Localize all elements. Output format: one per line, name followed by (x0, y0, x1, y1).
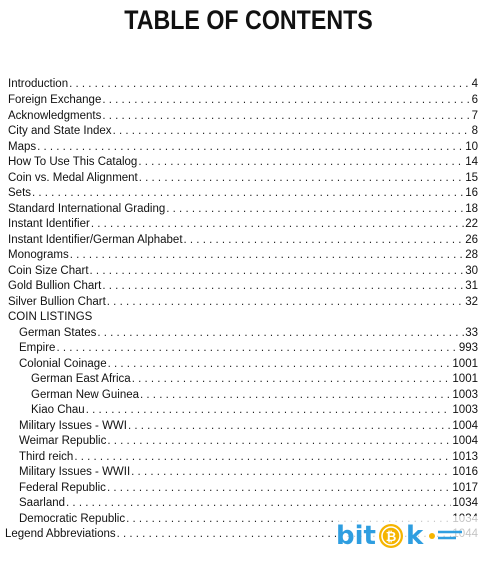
entry-page: 993 (458, 342, 478, 354)
dot-leader (107, 481, 451, 496)
entry-label: Federal Republic (19, 482, 106, 494)
toc-entry (8, 248, 478, 263)
entry-label: City and State Index (8, 125, 112, 137)
toc-entry (19, 419, 478, 434)
dot-leader (108, 357, 452, 372)
entry-label: Maps (8, 141, 37, 153)
dot-leader (166, 202, 464, 217)
toc-entry (19, 496, 478, 511)
entry-page: 32 (465, 296, 478, 308)
entry-label: Instant Identifier (8, 218, 90, 230)
coin-listings-heading: COIN LISTINGS (8, 311, 93, 323)
entry-page: 16 (465, 187, 478, 199)
dot-leader (132, 372, 452, 387)
entry-label: Coin vs. Medal Alignment (8, 172, 138, 184)
entry-page: 1004 (452, 420, 478, 432)
toc-entry (19, 326, 478, 341)
entry-page: 7 (471, 110, 478, 122)
toc-entry (8, 217, 478, 232)
entry-label: Legend Abbreviations (5, 528, 116, 540)
toc-entry (8, 186, 478, 201)
toc-entry (8, 155, 478, 170)
entry-label: German New Guinea (31, 389, 140, 401)
watermark-text-right: k (405, 521, 424, 551)
entry-page: 30 (465, 265, 478, 277)
dot-leader (70, 248, 464, 263)
dot-leader (102, 109, 470, 124)
entry-page: 1004 (452, 435, 478, 447)
dot-leader (107, 295, 464, 310)
toc-entry (19, 434, 478, 449)
entry-page: 1013 (452, 451, 478, 463)
dot-leader (69, 77, 470, 92)
toc-entry (8, 140, 478, 155)
toc-entry (19, 450, 478, 465)
entry-page: 14 (465, 156, 478, 168)
toc-entry (8, 171, 478, 186)
entry-label: Sets (8, 187, 32, 199)
dot-leader (139, 171, 464, 186)
entry-page: 6 (471, 94, 478, 106)
entry-page: 1003 (452, 404, 478, 416)
entry-label: Standard International Grading (8, 203, 166, 215)
dot-leader (56, 341, 457, 356)
dot-leader (74, 450, 451, 465)
entry-label: Monograms (8, 249, 69, 261)
entry-label: German States (19, 327, 97, 339)
toc-entry (8, 279, 478, 294)
dot-leader (32, 186, 464, 201)
watermark-text-left: bit (336, 521, 376, 551)
entry-label: Weimar Republic (19, 435, 107, 447)
entry-label: Coin Size Chart (8, 265, 89, 277)
entry-page: 33 (465, 327, 478, 339)
toc-entry (8, 124, 478, 139)
toc-entry (8, 109, 478, 124)
dot-leader (102, 279, 464, 294)
dot-leader (97, 326, 464, 341)
entry-label: Democratic Republic (19, 513, 126, 525)
dot-leader (140, 388, 451, 403)
entry-label: Military Issues - WWI (19, 420, 127, 432)
toc-entry (31, 388, 478, 403)
toc-entry (8, 233, 478, 248)
toc-entry (8, 264, 478, 279)
toc-entry (19, 341, 478, 356)
toc-entry (8, 295, 478, 310)
entry-page: 4 (471, 78, 478, 90)
entry-label: How To Use This Catalog (8, 156, 138, 168)
toc-entry (8, 202, 478, 217)
entry-page: 28 (465, 249, 478, 261)
entry-label: Third reich (19, 451, 74, 463)
entry-page: 1017 (452, 482, 478, 494)
entry-page: 22 (465, 218, 478, 230)
svg-text:₿: ₿ (385, 530, 397, 545)
dot-leader (91, 217, 464, 232)
dot-leader (184, 233, 465, 248)
dot-leader (138, 155, 464, 170)
toc-entry (8, 77, 478, 92)
toc-entry (19, 465, 478, 480)
entry-label: Empire (19, 342, 56, 354)
dot-leader (107, 434, 451, 449)
entry-page: 15 (465, 172, 478, 184)
entry-label: Military Issues - WWII (19, 466, 131, 478)
entry-label: Gold Bullion Chart (8, 280, 102, 292)
toc-entry (31, 372, 478, 387)
toc-entry (19, 357, 478, 372)
entry-page: 8 (471, 125, 478, 137)
dot-leader (128, 419, 451, 434)
dot-leader (113, 124, 471, 139)
entry-label: Introduction (8, 78, 69, 90)
entry-label: Instant Identifier/German Alphabet (8, 234, 183, 246)
entry-page: 1003 (452, 389, 478, 401)
dot-leader (102, 93, 470, 108)
entry-page: 1034 (452, 497, 478, 509)
entry-label: Silver Bullion Chart (8, 296, 106, 308)
dot-leader (90, 264, 465, 279)
entry-page: 18 (465, 203, 478, 215)
toc-entry (8, 93, 478, 108)
entry-label: Colonial Coinage (19, 358, 107, 370)
entry-label: Saarland (19, 497, 66, 509)
entry-page: 10 (465, 141, 478, 153)
decoration-icon (426, 526, 466, 546)
entry-label: German East Africa (31, 373, 131, 385)
entry-page: 1016 (452, 466, 478, 478)
entry-page: 31 (465, 280, 478, 292)
entry-page: 1001 (452, 358, 478, 370)
entry-page: 26 (465, 234, 478, 246)
watermark-logo (336, 516, 494, 556)
toc-entry (19, 481, 478, 496)
toc-entry (31, 403, 478, 418)
dot-leader (86, 403, 452, 418)
entry-label: Acknowledgments (8, 110, 102, 122)
entry-label: Foreign Exchange (8, 94, 102, 106)
dot-leader (66, 496, 451, 511)
entry-label: Kiao Chau (31, 404, 85, 416)
page-title: TABLE OF CONTENTS (124, 5, 373, 35)
entry-page: 1001 (452, 373, 478, 385)
dot-leader (131, 465, 451, 480)
bitcoin-coin-icon (377, 522, 405, 550)
dot-leader (37, 140, 464, 155)
